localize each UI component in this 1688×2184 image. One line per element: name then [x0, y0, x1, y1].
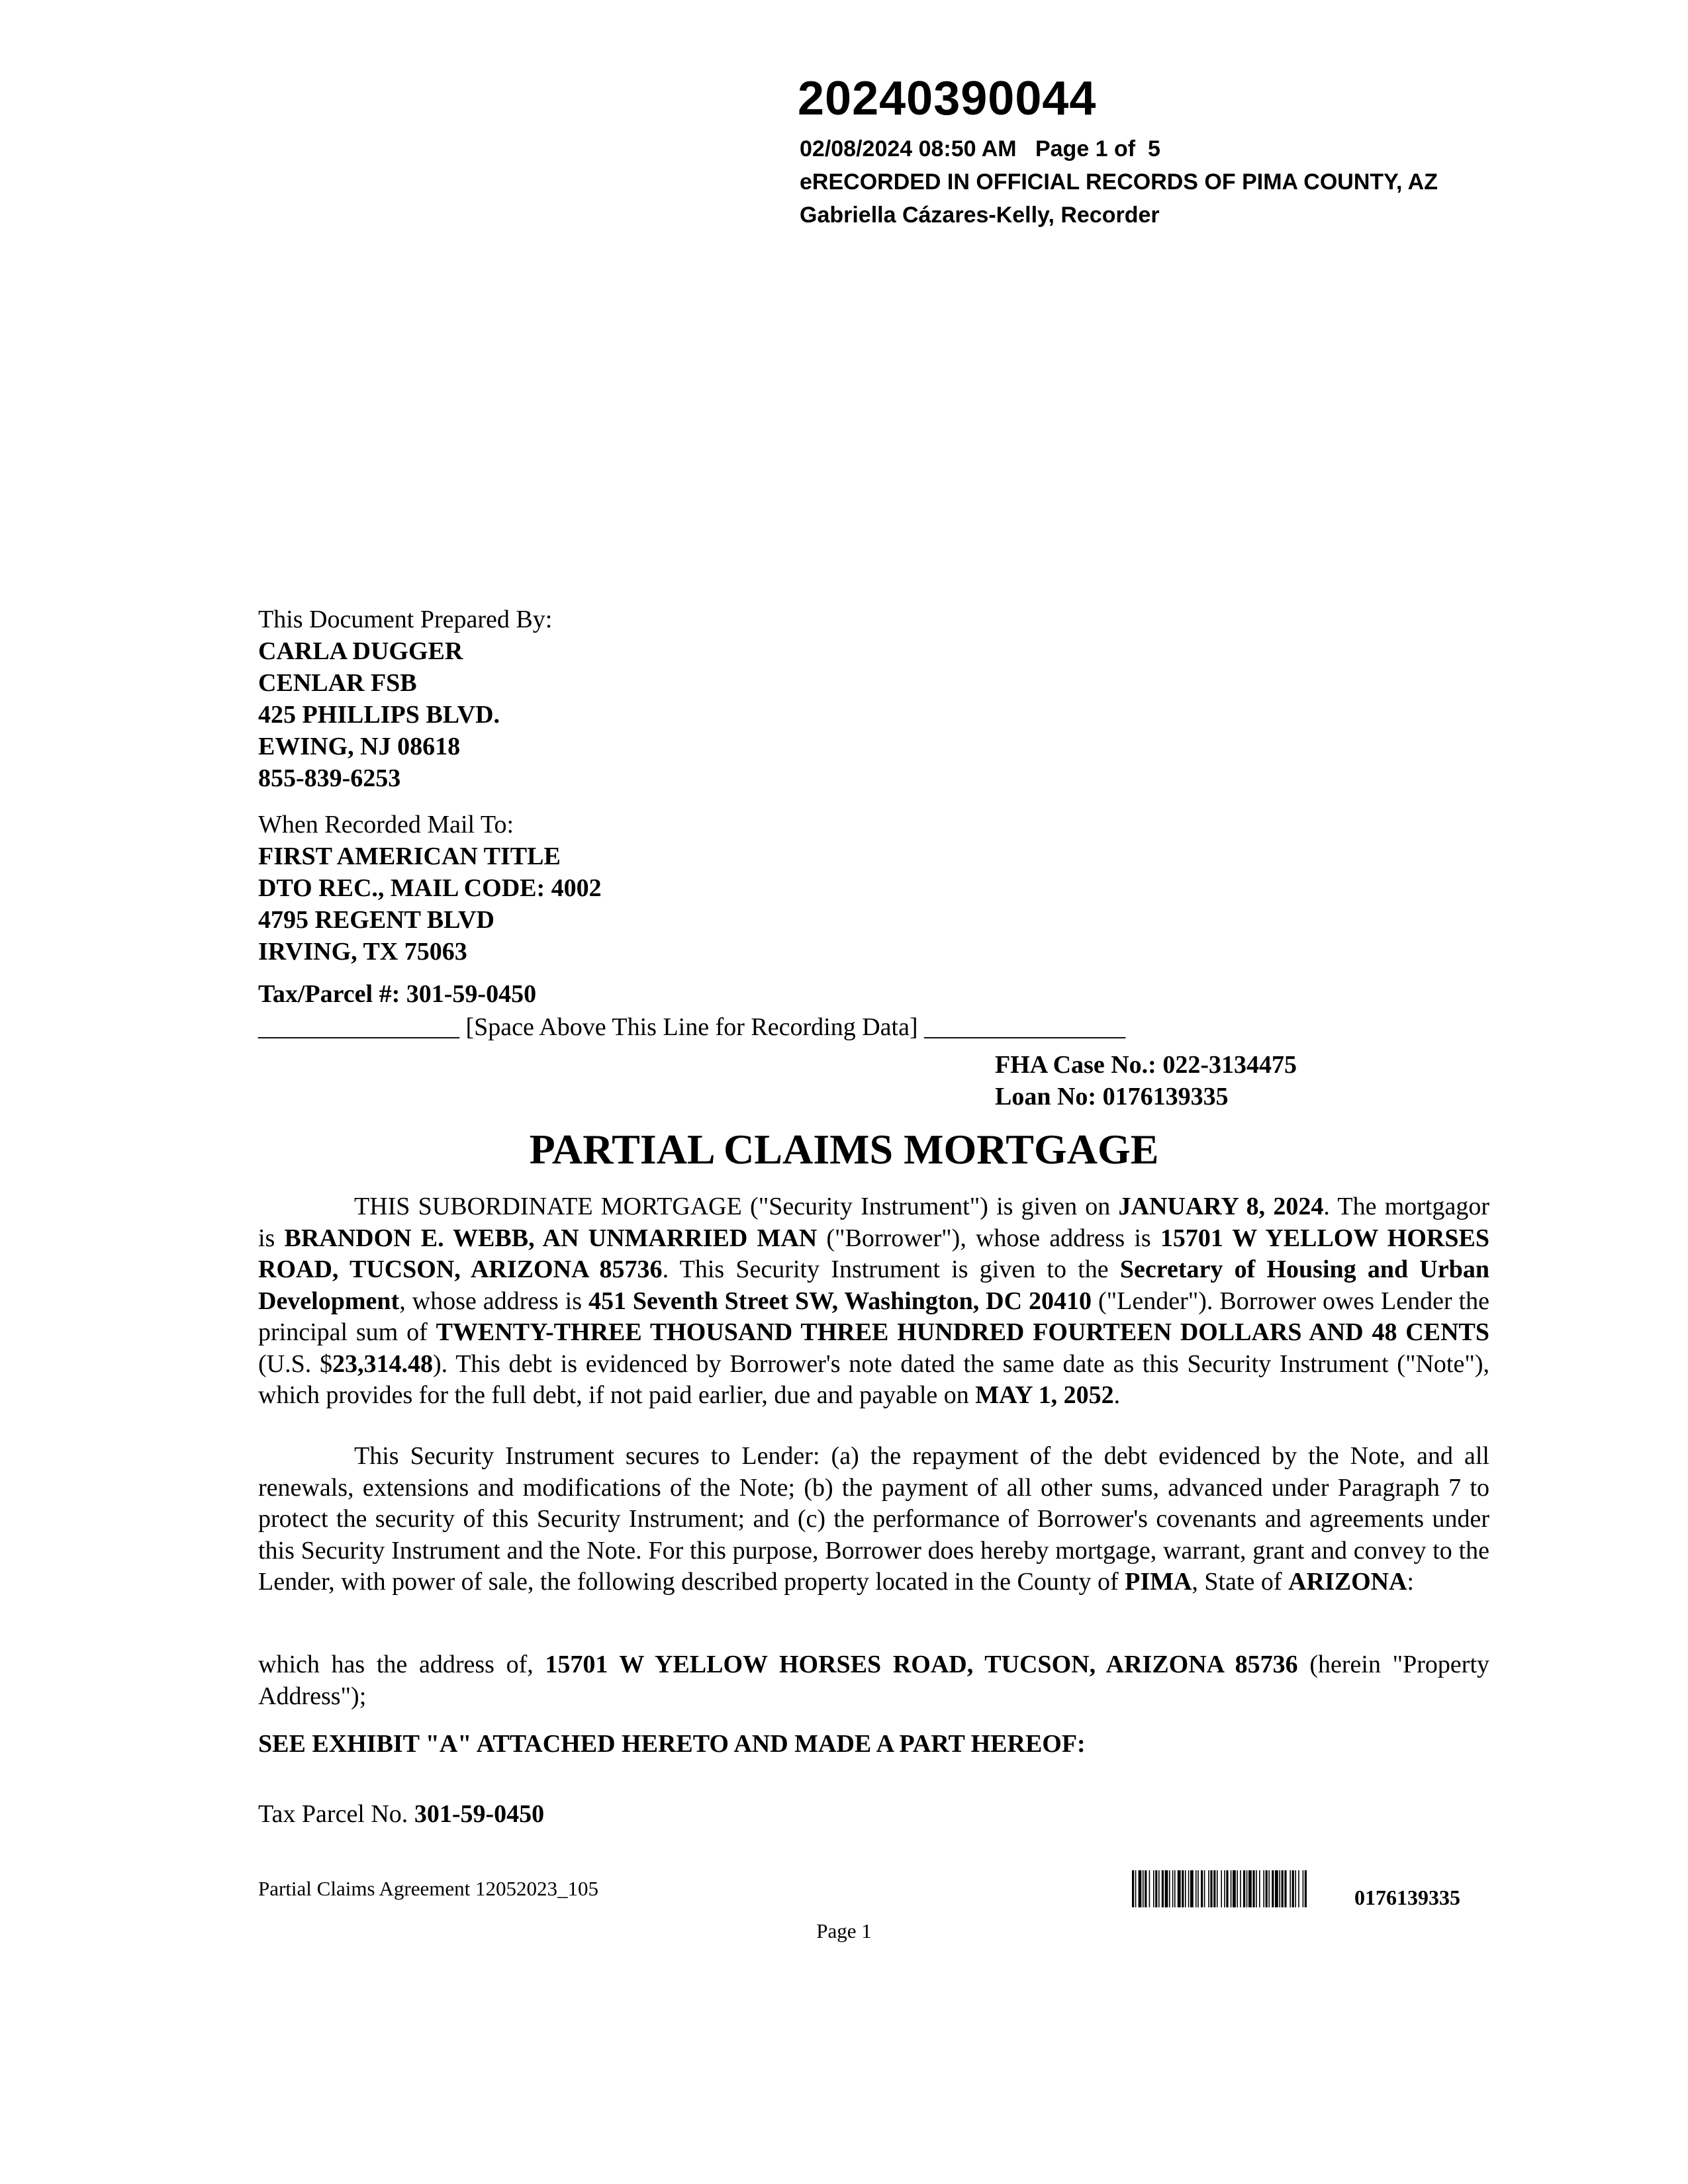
lender-address: 451 Seventh Street SW, Washington, DC 20410 [588, 1287, 1092, 1315]
mail-to-line: IRVING, TX 75063 [258, 938, 467, 966]
amount-value: 23,314.48 [332, 1349, 433, 1378]
mail-to-line: FIRST AMERICAN TITLE [258, 842, 561, 870]
recorder-name: Gabriella Cázares-Kelly, Recorder [800, 203, 1160, 228]
prepared-by-block [258, 604, 552, 794]
tax-parcel-footer [258, 1799, 1489, 1831]
recording-datetime-page: 02/08/2024 08:50 AM Page 1 of 5 [800, 136, 1160, 161]
case-loan-block [995, 1049, 1297, 1113]
prepared-by-line: CENLAR FSB [258, 669, 417, 697]
property-address: 15701 W YELLOW HORSES ROAD, TUCSON, ARIZONA 85736 [545, 1651, 1298, 1678]
mail-to-line: 4795 REGENT BLVD [258, 906, 494, 934]
tax-parcel-label: Tax/Parcel #: [258, 980, 400, 1008]
borrower-address: 15701 W YELLOW HORSES ROAD, TUCSON, ARIZONA 85736 [258, 1224, 1489, 1283]
tax-parcel-value: 301-59-0450 [406, 980, 537, 1008]
recording-space-divider: ________________ [Space Above This Line for Recording Data] ________________ [258, 1013, 1126, 1041]
prepared-by-line: 425 PHILLIPS BLVD. [258, 701, 500, 729]
tax-parcel-footer-label: Tax Parcel No. [258, 1800, 414, 1828]
loan-number-value: 0176139335 [1102, 1083, 1229, 1111]
barcode-image [1132, 1870, 1352, 1907]
tax-parcel-footer-value: 301-59-0450 [414, 1800, 545, 1828]
fha-case-value: 022-3134475 [1162, 1051, 1297, 1079]
lender-name: Secretary of Housing and Urban Development [258, 1255, 1489, 1315]
mail-to-block [258, 809, 602, 968]
exhibit-reference: SEE EXHIBIT "A" ATTACHED HERETO AND MADE A PART HEREOF: [258, 1730, 1086, 1758]
mortgage-paragraph-1: THIS SUBORDINATE MORTGAGE ("Security Instrument") is given on JANUARY 8, 2024. The mortgagor is BRANDON E. WEBB, AN UNMARRIED MAN ("Borrower"), whose address is 15701 W YELLOW HORSES ROAD, TUCSON, ARIZONA 85736. This Security Instrument is given to the Secretary of Housing and Urban Development, whose address is 451 Seventh Street SW, Washington, DC 20410 ("Lender"). Borrower owes Lender the principal sum of TWENTY-THREE THOUSAND THREE HUNDRED FOURTEEN DOLLARS AND 48 CENTS (U.S. $23,314.48). This debt is evidenced by Borrower's note dated the same date as this Security Instrument ("Note"), which provides for the full debt, if not paid earlier, due and payable on MAY 1, 2052. [258, 1193, 1490, 1409]
prepared-by-label: This Document Prepared By: [258, 606, 553, 633]
due-date: MAY 1, 2052 [975, 1381, 1114, 1409]
barcode-number: 0176139335 [1354, 1886, 1460, 1909]
mortgage-date: JANUARY 8, 2024 [1118, 1193, 1324, 1220]
prepared-by-line: CARLA DUGGER [258, 637, 463, 665]
loan-number-label: Loan No: [995, 1083, 1097, 1111]
amount-words: TWENTY-THREE THOUSAND THREE HUNDRED FOURTEEN DOLLARS AND 48 CENTS [436, 1318, 1489, 1346]
recording-number: 20240390044 [798, 72, 1097, 125]
mail-to-line: DTO REC., MAIL CODE: 4002 [258, 874, 602, 902]
state-name: ARIZONA [1288, 1568, 1407, 1596]
mail-to-label: When Recorded Mail To: [258, 811, 514, 839]
page-number: Page 1 [816, 1919, 872, 1942]
county-name: PIMA [1125, 1568, 1192, 1596]
document-title: PARTIAL CLAIMS MORTGAGE [529, 1126, 1159, 1173]
loan-barcode [1132, 1870, 1460, 1907]
prepared-by-line: 855-839-6253 [258, 764, 401, 792]
mortgage-paragraph-2: This Security Instrument secures to Lender: (a) the repayment of the debt evidenced by the Note, and all renewals, extensions and modifications of the Note; (b) the payment of all other sums, advanced under Paragraph 7 to protect the security of this Security Instrument; and (c) the performance of Borrower's covenants and agreements under this Security Instrument and the Note. For this purpose, Borrower does hereby mortgage, warrant, grant and convey to the Lender, with power of sale, the following described property located in the County of PIMA, State of ARIZONA: [258, 1442, 1489, 1596]
property-address-paragraph: which has the address of, 15701 W YELLOW HORSES ROAD, TUCSON, ARIZONA 85736 (herein "Property Address"); [258, 1651, 1490, 1710]
tax-parcel-header [258, 978, 536, 1010]
form-identifier: Partial Claims Agreement 12052023_105 [258, 1877, 599, 1900]
recording-office: eRECORDED IN OFFICIAL RECORDS OF PIMA COUNTY, AZ [800, 169, 1438, 195]
prepared-by-line: EWING, NJ 08618 [258, 733, 461, 760]
borrower-name: BRANDON E. WEBB, AN UNMARRIED MAN [284, 1224, 818, 1252]
fha-case-label: FHA Case No.: [995, 1051, 1156, 1079]
